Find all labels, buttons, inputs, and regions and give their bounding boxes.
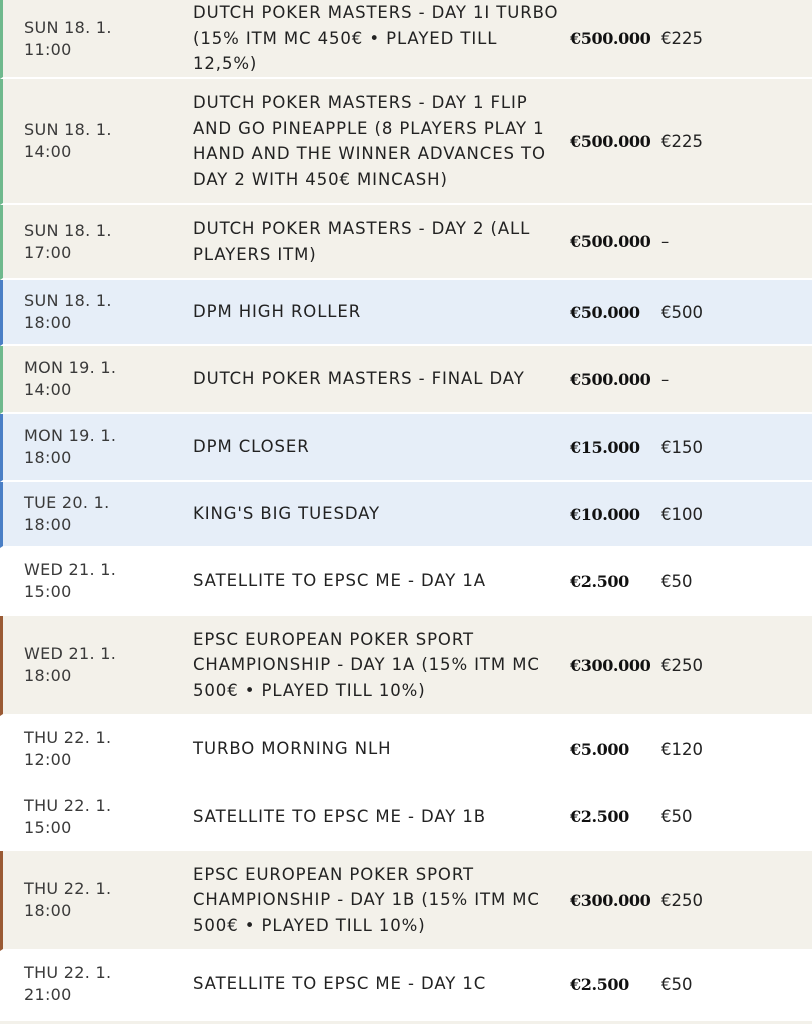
table-row[interactable] <box>0 79 812 205</box>
time-label: 11:00 <box>24 39 72 59</box>
date-cell <box>3 559 173 603</box>
date-label: THU 22. 1. <box>24 963 112 982</box>
table-row[interactable] <box>0 616 812 716</box>
time-label: 18:00 <box>24 515 72 534</box>
table-row[interactable] <box>0 205 812 280</box>
table-row[interactable] <box>0 851 812 951</box>
date-cell <box>3 119 173 163</box>
buy-in: €50 <box>661 807 693 826</box>
time-label: 12:00 <box>24 750 72 769</box>
date-cell <box>3 795 173 839</box>
event-name: DUTCH POKER MASTERS - DAY 1 FLIP AND GO PINEAPPLE (8 PLAYERS PLAY 1 HAND AND THE WINNER ADVANCES TO DAY 2 WITH 450€ MINCASH) <box>193 93 546 189</box>
event-name: DPM HIGH ROLLER <box>193 302 362 322</box>
buy-in: €50 <box>661 571 693 591</box>
buy-in: €250 <box>661 655 703 675</box>
buy-in: – <box>661 232 670 251</box>
event-name: TURBO MORNING NLH <box>193 739 392 759</box>
date-cell <box>3 220 173 264</box>
date-label: TUE 20. 1. <box>24 493 110 512</box>
guaranteed-prize: €2.500 <box>570 807 629 826</box>
buy-in: €250 <box>661 890 703 910</box>
event-name: EPSC EUROPEAN POKER SPORT CHAMPIONSHIP - DAY 1B (15% ITM MC 500€ • PLAYED TILL 10%) <box>193 864 540 935</box>
time-label: 21:00 <box>24 985 72 1004</box>
table-row[interactable] <box>0 280 812 346</box>
date-label: SUN 18. 1. <box>24 220 112 240</box>
guaranteed-prize: €500.000 <box>570 29 651 48</box>
event-name: DUTCH POKER MASTERS - DAY 2 (ALL PLAYERS ITM) <box>193 219 531 264</box>
guaranteed-prize: €50.000 <box>570 302 640 322</box>
event-name: EPSC EUROPEAN POKER SPORT CHAMPIONSHIP - DAY 1A (15% ITM MC 500€ • PLAYED TILL 10%) <box>193 629 540 700</box>
event-name: DUTCH POKER MASTERS - DAY 1I TURBO (15% ITM MC 450€ • PLAYED TILL 12,5%) <box>193 3 559 74</box>
buy-in: €120 <box>661 739 703 759</box>
time-label: 18:00 <box>24 901 72 920</box>
event-name: SATELLITE TO EPSC ME - DAY 1C <box>193 974 487 994</box>
event-name: DUTCH POKER MASTERS - FINAL DAY <box>193 369 525 389</box>
date-label: MON 19. 1. <box>24 358 117 377</box>
guaranteed-prize: €10.000 <box>570 504 640 524</box>
guaranteed-prize: €300.000 <box>570 890 651 910</box>
event-name: KING'S BIG TUESDAY <box>193 504 381 524</box>
guaranteed-prize: €5.000 <box>570 739 629 759</box>
buy-in: €225 <box>661 131 703 151</box>
date-cell <box>3 425 173 469</box>
time-label: 17:00 <box>24 242 72 262</box>
date-label: MON 19. 1. <box>24 426 117 445</box>
table-row[interactable] <box>0 784 812 851</box>
time-label: 14:00 <box>24 380 72 399</box>
time-label: 15:00 <box>24 582 72 601</box>
time-label: 18:00 <box>24 666 72 685</box>
event-name: DPM CLOSER <box>193 437 310 457</box>
table-row[interactable] <box>0 951 812 1019</box>
buy-in: – <box>661 369 670 389</box>
date-cell <box>3 878 173 922</box>
guaranteed-prize: €2.500 <box>570 571 629 591</box>
buy-in: €225 <box>661 29 703 48</box>
table-row[interactable] <box>0 346 812 414</box>
date-label: SUN 18. 1. <box>24 291 112 310</box>
buy-in: €500 <box>661 302 703 322</box>
event-name: SATELLITE TO EPSC ME - DAY 1A <box>193 571 486 591</box>
guaranteed-prize: €500.000 <box>570 369 651 389</box>
date-cell <box>3 290 173 334</box>
guaranteed-prize: €300.000 <box>570 655 651 675</box>
date-label: THU 22. 1. <box>24 795 112 815</box>
time-label: 15:00 <box>24 817 72 837</box>
buy-in: €150 <box>661 437 703 457</box>
date-label: SUN 18. 1. <box>24 17 112 37</box>
time-label: 14:00 <box>24 142 72 161</box>
table-row[interactable] <box>0 548 812 616</box>
time-label: 18:00 <box>24 313 72 332</box>
buy-in: €100 <box>661 504 703 524</box>
date-cell <box>3 17 173 61</box>
date-cell <box>3 962 173 1006</box>
table-row[interactable] <box>0 482 812 548</box>
date-label: THU 22. 1. <box>24 879 112 898</box>
date-cell <box>3 643 173 687</box>
table-row[interactable] <box>0 414 812 482</box>
date-label: WED 21. 1. <box>24 644 117 663</box>
time-label: 18:00 <box>24 448 72 467</box>
date-cell <box>3 727 173 771</box>
event-name: SATELLITE TO EPSC ME - DAY 1B <box>193 806 486 826</box>
guaranteed-prize: €500.000 <box>570 131 651 151</box>
guaranteed-prize: €500.000 <box>570 232 651 251</box>
date-label: SUN 18. 1. <box>24 120 112 139</box>
date-label: WED 21. 1. <box>24 560 117 579</box>
guaranteed-prize: €2.500 <box>570 974 629 994</box>
date-cell <box>3 492 173 536</box>
table-row[interactable] <box>0 0 812 79</box>
buy-in: €50 <box>661 974 693 994</box>
guaranteed-prize: €15.000 <box>570 437 640 457</box>
date-cell <box>3 357 173 401</box>
table-row[interactable] <box>0 716 812 784</box>
date-label: THU 22. 1. <box>24 728 112 747</box>
